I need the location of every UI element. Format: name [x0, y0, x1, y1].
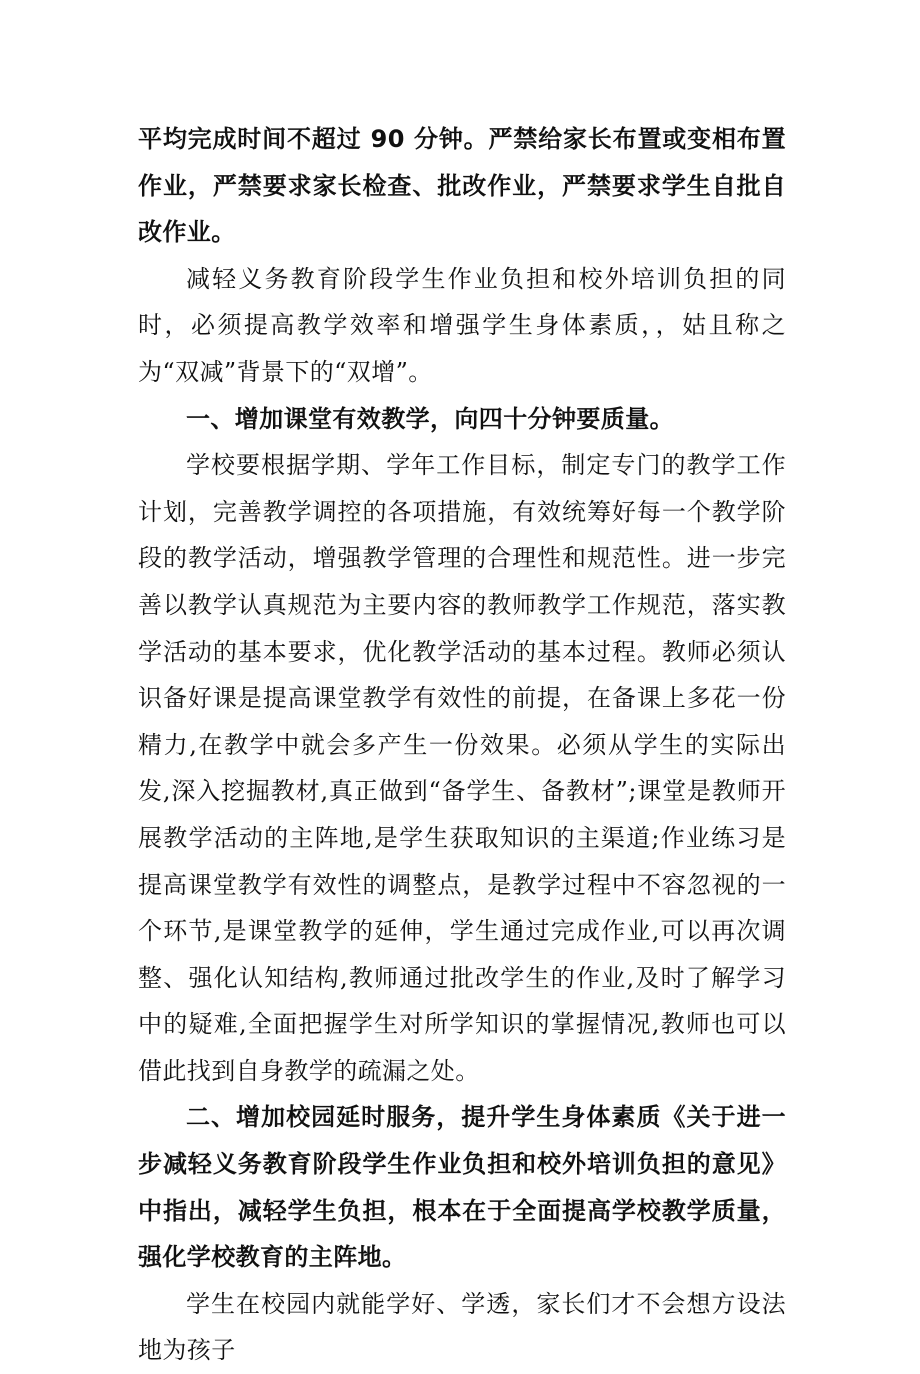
paragraph-homework-rules: 平均完成时间不超过 90 分钟。严禁给家长布置或变相布置作业，严禁要求家长检查、批改作业，严禁要求学生自批自改作业。: [138, 125, 786, 247]
paragraph-campus-learning: 学生在校园内就能学好、学透，家长们才不会想方设法地为孩子: [138, 1289, 786, 1365]
document-body: [138, 116, 786, 1374]
paragraph-effective-teaching: 学校要根据学期、学年工作目标，制定专门的教学工作计划，完善教学调控的各项措施，有效统筹好每一个教学阶段的教学活动，增强教学管理的合理性和规范性。进一步完善以教学认真规范为主要内容的教师教学工作规范，落实教学活动的基本要求，优化教学活动的基本过程。教师必须认识备好课是提高课堂教学有效性的前提，在备课上多花一份精力,在教学中就会多产生一份效果。必须从学生的实际出发,深入挖掘教材,真正做到“备学生、备教材”;课堂是教师开展教学活动的主阵地,是学生获取知识的主渠道;作业练习是提高课堂教学有效性的调整点，是教学过程中不容忽视的一个环节,是课堂教学的延伸，学生通过完成作业,可以再次调整、强化认知结构,教师通过批改学生的作业,及时了解学习中的疑难,全面把握学生对所学知识的掌握情况,教师也可以借此找到自身教学的疏漏之处。: [138, 451, 786, 1085]
section-heading-2: 二、增加校园延时服务，提升学生身体素质《关于进一步减轻义务教育阶段学生作业负担和校外培训负担的意见》中指出，减轻学生负担，根本在于全面提高学校教学质量，强化学校教育的主阵地。: [138, 1103, 786, 1272]
paragraph-double-reduction-intro: 减轻义务教育阶段学生作业负担和校外培训负担的同时，必须提高教学效率和增强学生身体素质，，姑且称之为“双减”背景下的“双增”。: [138, 264, 786, 386]
section-heading-1: 一、增加课堂有效教学，向四十分钟要质量。: [186, 404, 674, 433]
